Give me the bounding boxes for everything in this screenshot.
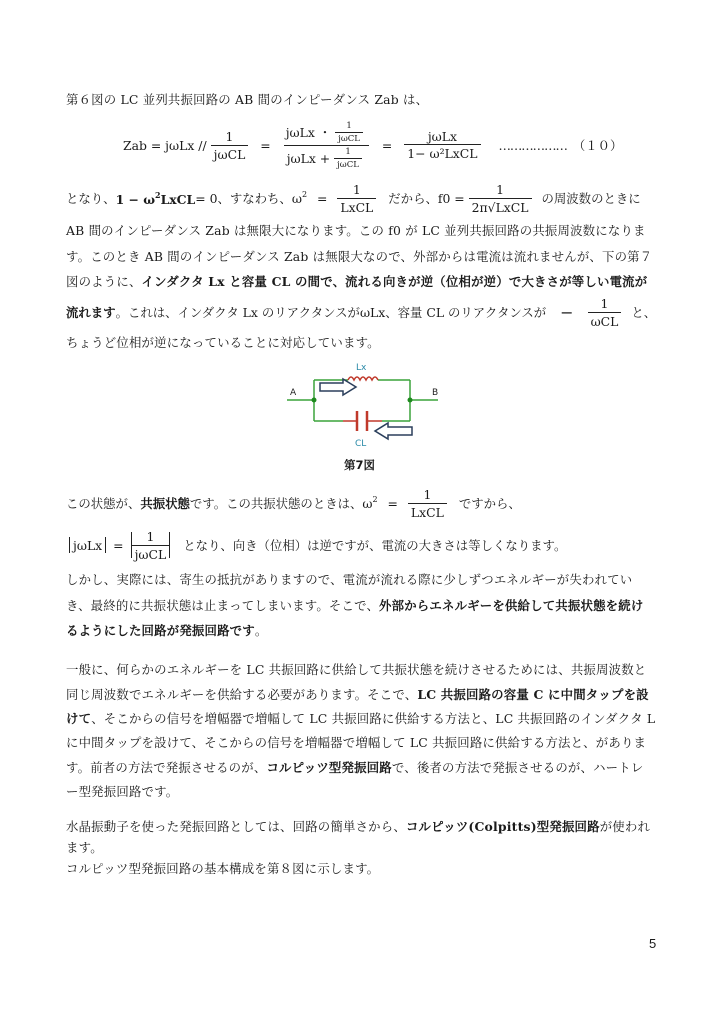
text-line: AB 間のインピーダンス Zab は無限大になります。この f0 が LC 並列共振回路の共振周波数になりま: [66, 223, 646, 238]
text: 同じ周波数でエネルギーを供給する必要があります。そこで、: [66, 687, 418, 702]
numerator: 1: [346, 120, 352, 131]
equation-number: （１０）: [572, 138, 623, 153]
denominator: 1− ω²LxCL: [404, 144, 480, 161]
intro-text: 第６図の LC 並列共振回路の AB 間のインピーダンス Zab は、: [66, 92, 429, 107]
text: の周波数のときに: [541, 191, 641, 206]
superscript: 2: [155, 189, 161, 200]
text-line: [66, 292, 656, 332]
magnitude-equality-line: [66, 526, 566, 564]
math: =: [383, 496, 398, 511]
text-line: [66, 817, 650, 835]
numerator: 1: [146, 528, 155, 544]
equals: =: [381, 137, 393, 153]
text: 。これは、インダクタ Lx のリアクタンスがωLx、容量 CL のリアクタンスが: [115, 305, 547, 320]
inductor-icon: [348, 377, 378, 380]
eq-lhs: Zab = jωLx //: [123, 137, 207, 153]
text: 。: [254, 623, 268, 638]
denominator: [284, 145, 369, 170]
abs-bar: [105, 537, 106, 553]
bold-text: コルピッツ(Colpitts)型発振回路: [405, 819, 600, 834]
text-line: ちょうど位相が逆になっていることに対応しています。: [66, 335, 380, 350]
math: jωLx: [73, 537, 103, 553]
denominator: jωCL: [132, 545, 170, 562]
math: 1 − ω: [115, 191, 155, 207]
abs-bar: [69, 537, 70, 553]
denominator: LxCL: [337, 198, 376, 215]
text: で、後者の方法で発振させるのが、ハートレ: [391, 760, 644, 775]
text: です。この共振状態のときは、: [189, 496, 363, 511]
equals: =: [260, 137, 271, 153]
text-line: [66, 272, 647, 290]
numerator: 1: [345, 146, 351, 157]
text: 水晶振動子を使った発振回路としては、回路の簡単さから、: [66, 819, 406, 834]
math: ω: [291, 191, 302, 206]
inductor-label: Lx: [356, 363, 367, 373]
fraction: [469, 182, 532, 215]
numerator: [283, 121, 370, 145]
denominator: LxCL: [408, 503, 447, 520]
text: き、最終的に共振状態は止まってしまいます。そこで、: [66, 598, 380, 613]
fraction: [132, 529, 170, 562]
bold-text: 流れます: [66, 305, 116, 320]
text-line: [66, 709, 655, 727]
den-term: jωLx +: [286, 150, 331, 166]
arrow-right-icon: [320, 379, 356, 395]
fraction: [588, 296, 622, 329]
text-line: ます。: [66, 840, 103, 855]
math-term: [116, 190, 196, 207]
text-line: 一般に、何らかのエネルギーを LC 共振回路に供給して共振状態を続けさせるためには、共振周波数と: [66, 662, 647, 677]
text: となり、: [66, 191, 116, 206]
eq-fraction-1: [211, 129, 249, 162]
bold-text: コルピッツ型発振回路: [266, 760, 392, 775]
text: この状態が、: [66, 496, 141, 511]
numerator: 1: [496, 181, 505, 197]
capacitor-label: CL: [355, 439, 367, 449]
denominator: jωCL: [211, 145, 249, 162]
text: が使われ: [599, 819, 651, 834]
text-line: に中間タップを設けて、そこからの信号を増幅器で増幅して LC 共振回路に供給する方法と、がありま: [66, 735, 647, 750]
bold-text: るようにした回路が発振回路です: [66, 623, 255, 638]
text: ですから、: [458, 496, 521, 511]
text-line: [66, 596, 643, 614]
inner-fraction: [334, 147, 362, 170]
fraction: [337, 182, 376, 215]
text-line: [66, 685, 649, 703]
lc-circuit-diagram: [270, 355, 480, 455]
arrow-left-icon: [375, 423, 412, 439]
numerator: jωLx: [427, 129, 457, 144]
resonance-condition-line: [66, 180, 641, 216]
minus-sign: −: [560, 302, 574, 322]
fraction: [408, 487, 447, 520]
node-label-b: B: [432, 388, 439, 398]
text: 図のように、: [66, 274, 142, 289]
math: =: [113, 537, 124, 553]
figure-caption: 第7図: [344, 458, 376, 472]
text-line: コルピッツ型発振回路の基本構成を第８図に示します。: [66, 861, 380, 876]
bold-text: 外部からエネルギーを供給して共振状態を続け: [379, 598, 644, 613]
numerator: 1: [225, 128, 234, 144]
denominator: ωCL: [588, 312, 622, 329]
num-term: jωLx ・: [285, 124, 332, 140]
text-line: ー型発振回路です。: [66, 784, 179, 799]
math: ω: [362, 496, 373, 511]
text-line: す。このとき AB 間のインピーダンス Zab は無限大なので、外部からは電流は流れませんが、下の第７: [66, 249, 653, 264]
node-label-a: A: [290, 388, 297, 398]
bold-text: 共振状態: [140, 496, 190, 511]
denominator: jωCL: [334, 158, 362, 170]
superscript: 2: [301, 190, 308, 199]
superscript: 2: [372, 495, 378, 504]
text-line: [66, 621, 267, 639]
numerator: 1: [352, 181, 361, 197]
numerator: 1: [600, 295, 609, 311]
text: 、そこからの信号を増幅器で増幅して LC 共振回路に供給する方法と、LC 共振回路のインダクタ L: [91, 711, 656, 726]
math-term: [362, 495, 404, 511]
node-dot: [312, 398, 317, 403]
text-line: しかし、実際には、寄生の抵抗がありますので、電流が流れる際に少しずつエネルギーが失われてい: [66, 572, 633, 587]
text-line: [66, 758, 643, 776]
resonance-state-line: [66, 484, 521, 522]
abs-bar: [169, 532, 170, 558]
denominator: 2π√LxCL: [469, 198, 532, 215]
leader-dots: ………………: [498, 137, 567, 153]
equation-10: [123, 115, 622, 175]
inner-fraction: [335, 121, 363, 144]
text: と、: [631, 305, 657, 320]
page-number: 5: [649, 936, 657, 951]
math: LxCL: [160, 191, 196, 207]
eq-fraction-3: [404, 129, 480, 161]
eq-fraction-2: [283, 121, 370, 170]
text: だから、f0 =: [388, 191, 465, 206]
bold-text: インダクタ Lx と容量 CL の間で、流れる向きが逆（位相が逆）で大きさが等しい電流が: [141, 274, 648, 289]
text: す。前者の方法で発振させるのが、: [66, 760, 267, 775]
math-term: [292, 190, 334, 206]
numerator: 1: [423, 486, 432, 502]
denominator: jωCL: [335, 132, 363, 144]
bold-text: けて: [66, 711, 92, 726]
text: となり、向き（位相）は逆ですが、電流の大きさは等しくなります。: [183, 538, 567, 553]
bold-text: LC 共振回路の容量 C に中間タップを設: [417, 687, 649, 702]
text: = 0、すなわち、: [195, 191, 292, 206]
node-dot: [408, 398, 413, 403]
math: =: [313, 191, 328, 206]
